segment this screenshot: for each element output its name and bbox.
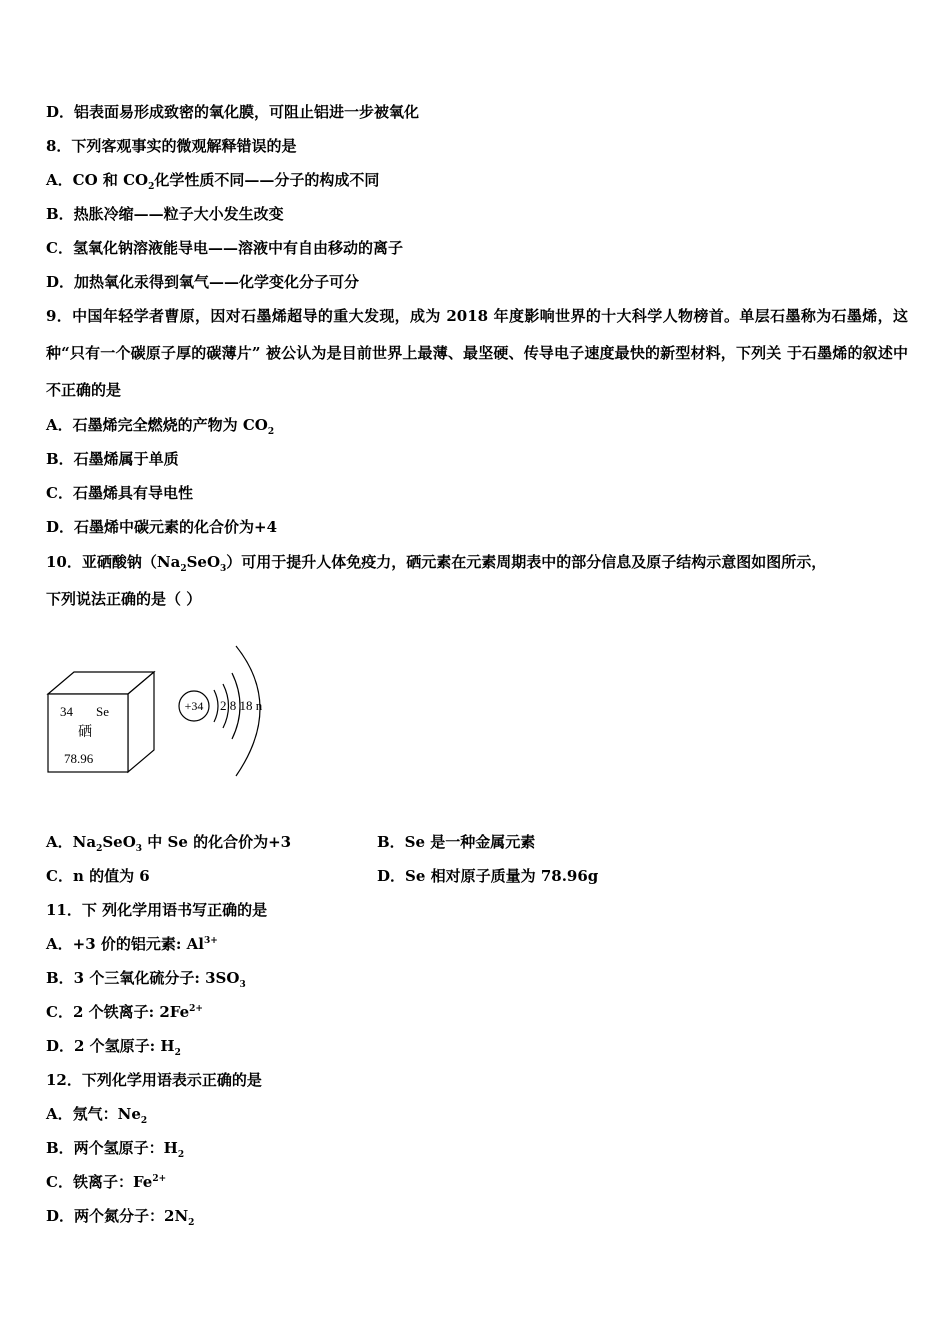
q9-option-d: D．石墨烯中碳元素的化合价为+4	[46, 518, 278, 536]
shell-electrons: 2 8 18 n	[220, 698, 263, 713]
q9-option-b: B．石墨烯属于单质	[46, 450, 179, 468]
element-cell	[48, 672, 154, 772]
q8-stem: 8．下列客观事实的微观解释错误的是	[46, 137, 297, 155]
q12-option-a: A．氖气：$Ne_2$	[46, 1105, 148, 1126]
element-number: 34	[60, 704, 73, 719]
shell-arc-1	[214, 690, 218, 722]
q10-option-c: C．n 的值为 6	[46, 867, 150, 885]
q12-option-c: C．铁离子：$Fe^{2+}$	[46, 1173, 167, 1191]
element-mass: 78.96	[64, 751, 94, 766]
q12-stem: 12．下列化学用语表示正确的是	[46, 1071, 262, 1089]
q11-option-b: B．3 个三氧化硫分子: $3SO_3$	[46, 969, 246, 990]
q8-option-b: B．热胀冷缩——粒子大小发生改变	[46, 205, 284, 223]
q12-option-b: B．两个氢原子：$H_2$	[46, 1139, 185, 1160]
q9-option-c: C．石墨烯具有导电性	[46, 484, 193, 502]
q11-option-d: D．2 个氢原子: $H_2$	[46, 1037, 181, 1058]
q11-option-a: A．+3 价的铝元素: $Al^{3+}$	[46, 935, 218, 953]
q9-stem: 9．中国年轻学者曹原，因对石墨烯超导的重大发现，成为 2018 年度影响世界的十大科学人物榜首。单层石墨称为石墨烯，这种“只有一个碳原子厚的碳薄片” 被公认为是目前世界上最薄、最坚硬、传导电子速度最快的新型材料，下列关 于石墨烯的叙述中不正确的是	[46, 307, 908, 399]
q12-option-d: D．两个氮分子：$2N_2$	[46, 1207, 195, 1228]
element-symbol: Se	[96, 704, 109, 719]
q9-option-a: A．石墨烯完全燃烧的产物为 $CO_2$	[46, 416, 275, 437]
q8-option-a: A．CO 和 $CO_2$化学性质不同——分子的构成不同	[46, 171, 380, 192]
q10-option-a: A．$Na_2SeO_3$ 中 Se 的化合价为+3	[46, 833, 292, 854]
q10-stem-line2: 下列说法正确的是（ ）	[46, 590, 202, 608]
selenium-diagram	[44, 628, 294, 778]
element-name: 硒	[78, 724, 92, 740]
q11-option-c: C．2 个铁离子: $2Fe^{2+}$	[46, 1003, 203, 1021]
q7-option-d: D．铝表面易形成致密的氧化膜，可阻止铝进一步被氧化	[46, 103, 420, 121]
q10-stem: 10．亚硒酸钠$(Na_2SeO_3)$可用于提升人体免疫力，硒元素在元素周期表中的部分信息及原子结构示意图如图所示，	[46, 553, 827, 574]
q8-option-c: C．氢氧化钠溶液能导电——溶液中有自由移动的离子	[46, 239, 403, 257]
q10-option-d: D．Se 相对原子质量为 78.96g	[377, 867, 599, 885]
nucleus-charge: +34	[184, 699, 204, 713]
q11-stem: 11．下 列化学用语书写正确的是	[46, 901, 268, 919]
q10-option-b: B．Se 是一种金属元素	[377, 833, 536, 851]
q8-option-d: D．加热氧化汞得到氧气——化学变化分子可分	[46, 273, 360, 291]
